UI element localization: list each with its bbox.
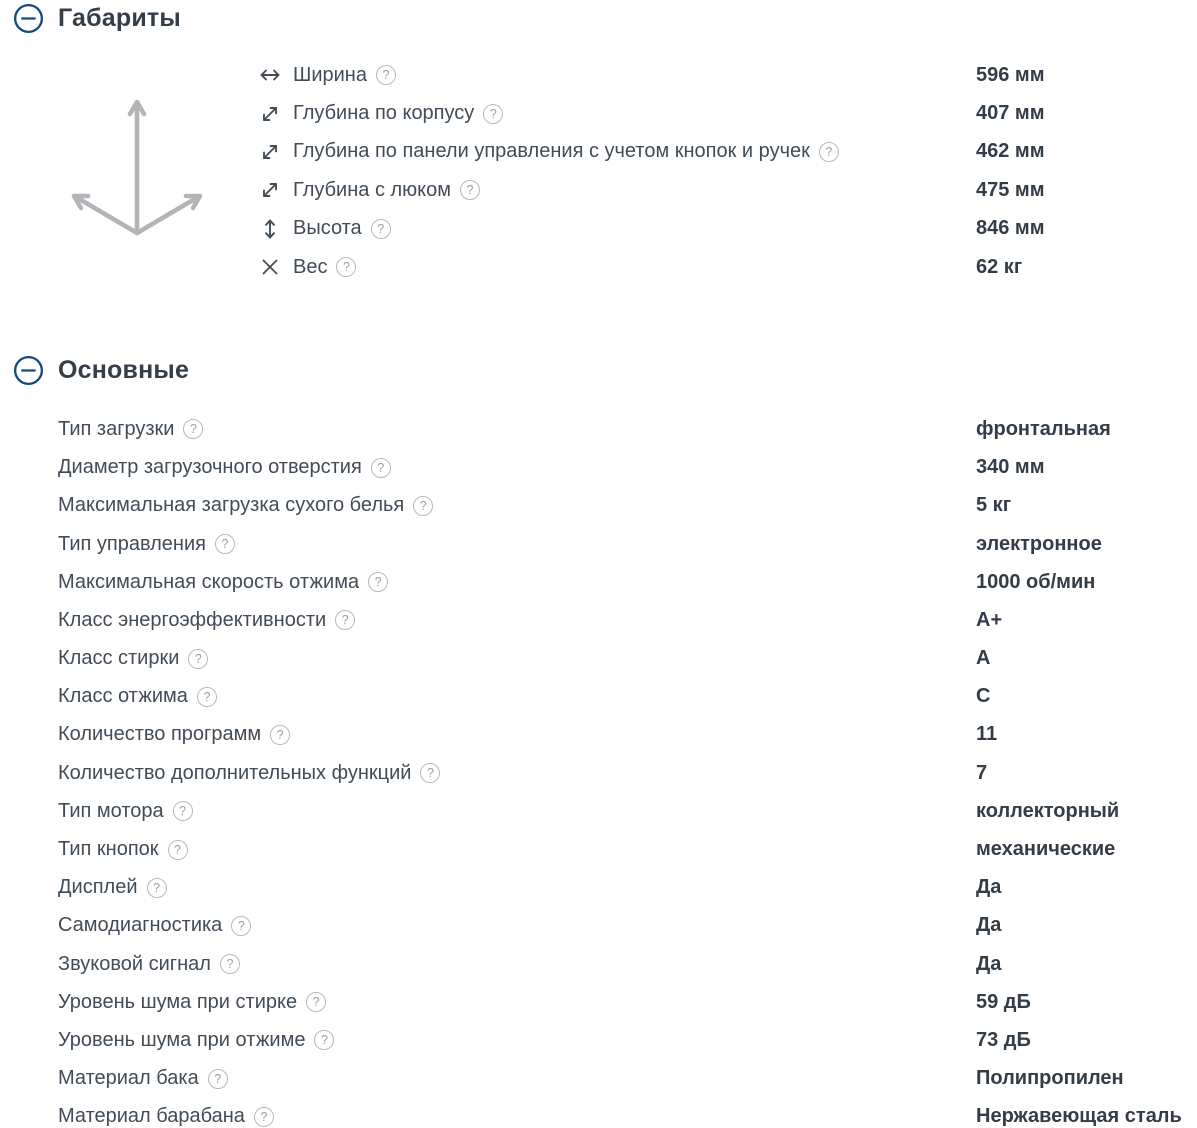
spec-value: 62 кг [976,255,1023,278]
spec-label: Тип мотора [58,799,164,822]
help-icon[interactable]: ? [460,180,480,200]
dimensions-body [0,56,1197,286]
spec-row [58,678,1197,716]
spec-label: Уровень шума при стирке [58,990,298,1013]
help-icon[interactable]: ? [168,840,188,860]
spec-label: Количество программ [58,723,262,746]
spec-label: Материал бака [58,1067,199,1090]
main-rows [0,410,1197,1128]
help-icon[interactable]: ? [231,916,251,936]
spec-value: 59 дБ [976,990,1031,1013]
help-icon[interactable]: ? [208,1069,228,1089]
help-icon[interactable]: ? [368,572,388,592]
spec-row [58,639,1197,677]
spec-row [58,983,1197,1021]
spec-label: Звуковой сигнал [58,952,211,975]
spec-label: Высота [293,217,362,240]
help-icon[interactable]: ? [197,687,217,707]
spec-value: 475 мм [976,178,1045,201]
spec-value: A [976,647,991,670]
spec-row [58,792,1197,830]
spec-value: Да [976,952,1002,975]
spec-row [258,210,1197,248]
spec-row [58,563,1197,601]
spec-label: Уровень шума при отжиме [58,1028,306,1051]
help-icon[interactable]: ? [147,878,167,898]
help-icon[interactable]: ? [254,1107,274,1127]
spec-value: механические [976,838,1116,860]
help-icon[interactable]: ? [420,763,440,783]
weight-x-icon [258,255,282,279]
help-icon[interactable]: ? [413,496,433,516]
depth-arrow-icon [258,102,282,126]
help-icon[interactable]: ? [306,992,326,1012]
help-icon[interactable]: ? [314,1030,334,1050]
spec-row [58,487,1197,525]
spec-row [58,945,1197,983]
help-icon[interactable]: ? [183,419,203,439]
spec-label: Максимальная загрузка сухого белья [58,494,405,517]
spec-label: Вес [293,255,328,278]
depth-arrow-icon [258,178,282,202]
minus-circle-icon[interactable] [13,3,44,34]
help-icon[interactable]: ? [220,954,240,974]
spec-row [58,907,1197,945]
help-icon[interactable]: ? [173,801,193,821]
spec-label: Глубина по панели управления с учетом кнопок и ручек [293,140,810,163]
section-main-header[interactable] [0,355,1197,386]
section-dimensions [0,0,1197,286]
help-icon[interactable]: ? [335,610,355,630]
spec-value: 1000 об/мин [976,570,1096,593]
spec-row [58,716,1197,754]
spec-value: 73 дБ [976,1028,1031,1051]
spec-label: Дисплей [58,876,138,899]
spec-value: Нержавеющая сталь [976,1105,1182,1128]
spec-label: Тип кнопок [58,838,159,860]
section-title: Габариты [58,4,181,32]
spec-label: Самодиагностика [58,914,223,937]
spec-label: Класс стирки [58,647,180,670]
spec-row [258,94,1197,132]
spec-label: Тип управления [58,532,206,555]
help-icon[interactable]: ? [483,104,503,124]
spec-value: 596 мм [976,63,1045,86]
spec-value: 11 [976,723,998,746]
spec-label: Класс энергоэффективности [58,608,327,631]
help-icon[interactable]: ? [371,458,391,478]
spec-value: фронтальная [976,417,1111,440]
help-icon[interactable]: ? [336,257,356,277]
spec-value: 5 кг [976,494,1012,517]
spec-row [58,601,1197,639]
minus-circle-icon[interactable] [13,355,44,386]
spec-value: 846 мм [976,217,1045,240]
spec-value: Да [976,876,1002,899]
help-icon[interactable]: ? [270,725,290,745]
spec-label: Ширина [293,63,367,86]
height-arrow-icon [258,217,282,241]
spec-row [58,1021,1197,1059]
help-icon[interactable]: ? [376,65,396,85]
help-icon[interactable]: ? [188,649,208,669]
spec-row [58,1060,1197,1098]
spec-value: 7 [976,761,988,784]
spec-row [58,410,1197,448]
spec-value: электронное [976,532,1102,555]
help-icon[interactable]: ? [819,142,839,162]
dimensions-rows [258,56,1197,286]
spec-value: Полипропилен [976,1067,1124,1090]
spec-value: A+ [976,608,1003,631]
spec-row [258,56,1197,94]
section-main [0,355,1197,1128]
spec-label: Количество дополнительных функций [58,761,412,784]
spec-row [58,449,1197,487]
width-arrow-icon [258,63,282,87]
spec-row [58,830,1197,868]
spec-value: 340 мм [976,456,1045,479]
depth-arrow-icon [258,140,282,164]
spec-value: 407 мм [976,102,1045,125]
spec-value: C [976,685,991,708]
spec-label: Глубина по корпусу [293,102,475,125]
section-dimensions-header[interactable] [0,3,1197,34]
dimensions-axes-icon [0,56,258,247]
spec-row [258,171,1197,209]
spec-label: Диаметр загрузочного отверстия [58,456,362,479]
section-title: Основные [58,356,190,385]
spec-label: Глубина с люком [293,178,452,201]
spec-label: Тип загрузки [58,417,175,440]
spec-label: Материал барабана [58,1105,245,1128]
help-icon[interactable]: ? [371,219,391,239]
spec-value: Да [976,914,1002,937]
spec-value: 462 мм [976,140,1045,163]
spec-row [258,133,1197,171]
spec-row [58,1098,1197,1128]
spec-row [58,754,1197,792]
spec-value: коллекторный [976,799,1120,822]
help-icon[interactable]: ? [215,534,235,554]
spec-label: Класс отжима [58,685,188,708]
spec-row [58,869,1197,907]
spec-row [258,248,1197,286]
spec-label: Максимальная скорость отжима [58,570,360,593]
spec-row [58,525,1197,563]
